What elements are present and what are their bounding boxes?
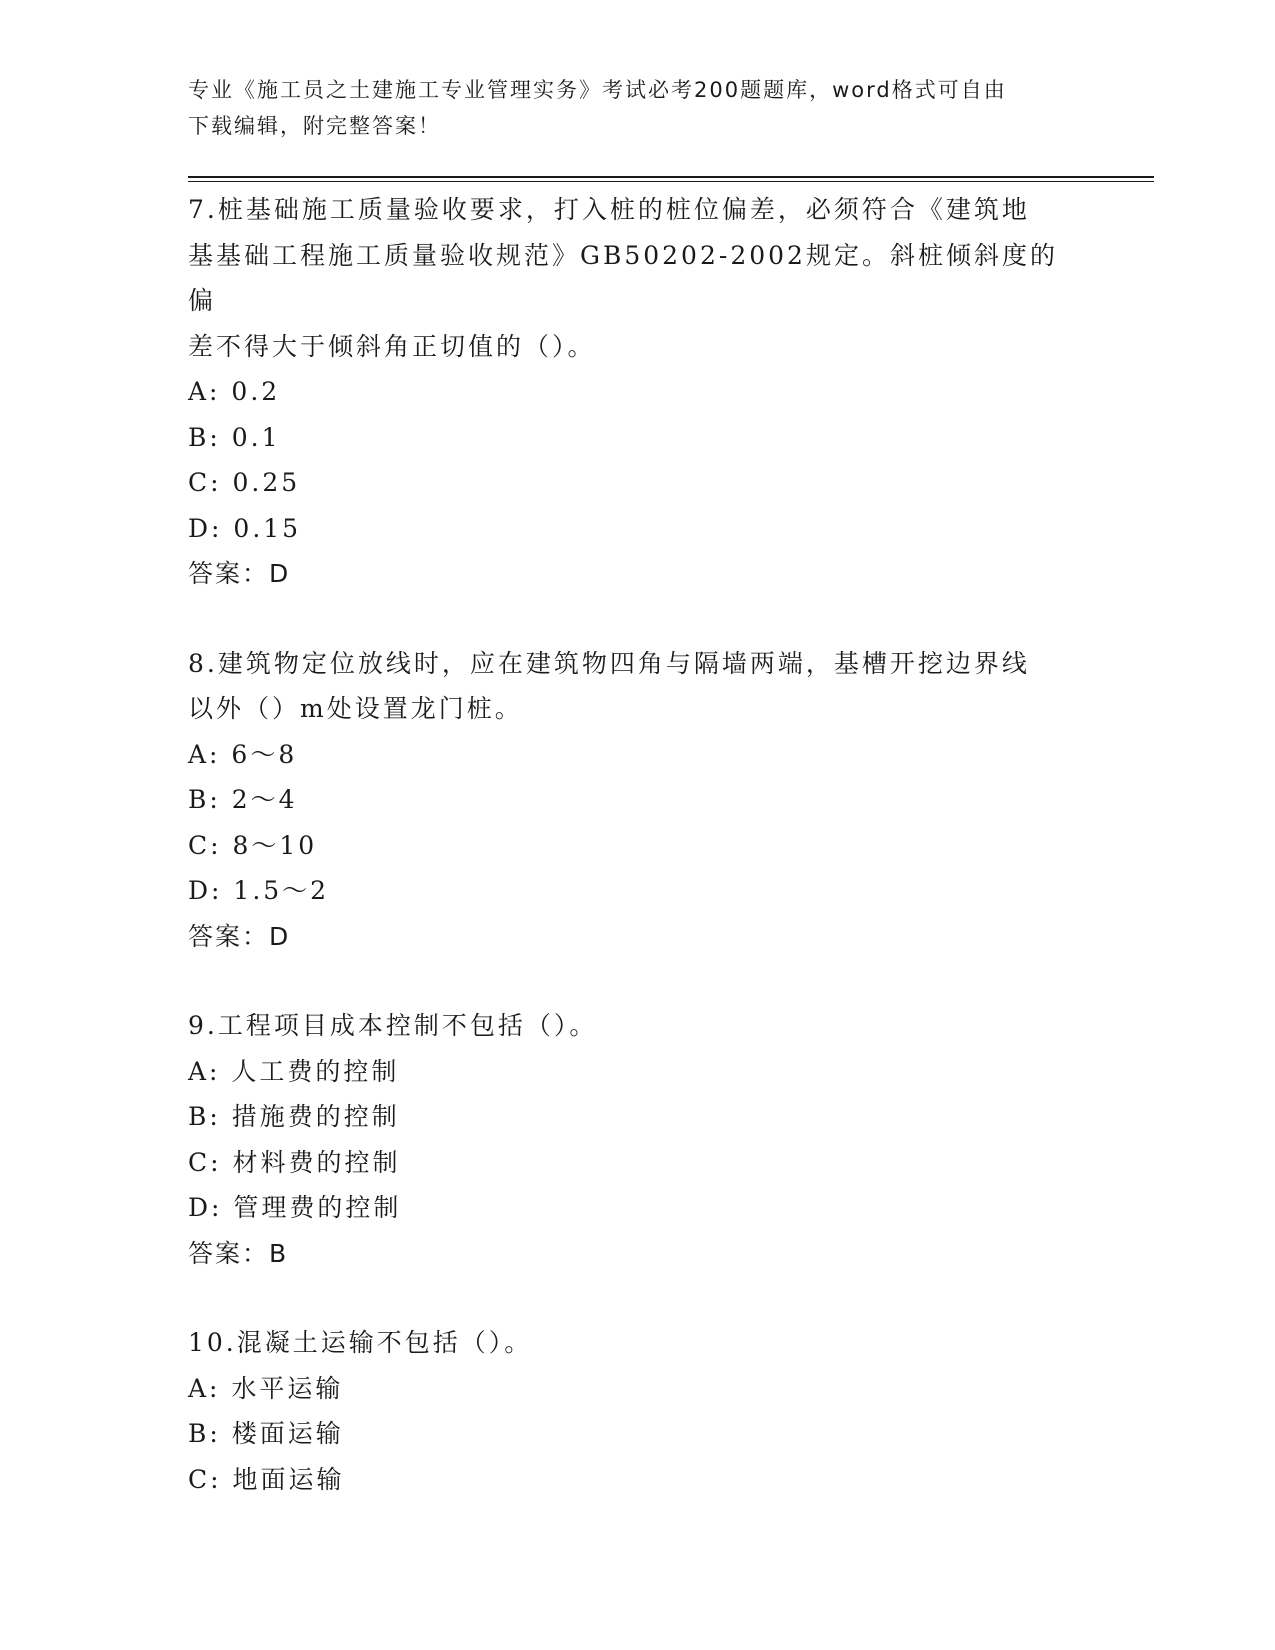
question-stem-line: 8.建筑物定位放线时，应在建筑物四角与隔墙两端，基槽开挖边界线 <box>188 648 1030 678</box>
option-d: D: 管理费的控制 <box>188 1193 402 1222</box>
answer-line: 答案：D <box>188 559 291 588</box>
option-b: B: 楼面运输 <box>188 1419 344 1448</box>
option-a: A: 0.2 <box>188 377 281 406</box>
answer-line: 答案：D <box>188 921 291 951</box>
option-c: C: 材料费的控制 <box>188 1147 401 1177</box>
option-b: B: 0.1 <box>188 422 281 452</box>
question-item <box>188 187 1068 597</box>
question-stem-line: 以外（）m处设置龙门桩。 <box>188 694 523 723</box>
option-c: C: 地面运输 <box>188 1464 345 1494</box>
option-a: A: 6～8 <box>188 739 298 769</box>
option-b: B: 2～4 <box>188 785 298 814</box>
header-line-1: 专业《施工员之土建施工专业管理实务》考试必考200题题库，word格式可自由 <box>188 78 1007 102</box>
question-item <box>188 1003 1068 1276</box>
option-d: D: 0.15 <box>188 513 302 543</box>
question-item <box>188 641 1068 960</box>
header-line-2: 下载编辑，附完整答案！ <box>188 114 441 138</box>
header-divider-thin <box>188 181 1154 182</box>
question-stem-line: 9.工程项目成本控制不包括（）。 <box>188 1011 598 1040</box>
header-divider-thick <box>188 176 1154 178</box>
option-b: B: 措施费的控制 <box>188 1102 400 1131</box>
question-list <box>188 187 1068 1546</box>
option-c: C: 8～10 <box>188 830 318 860</box>
document-header <box>188 72 1068 144</box>
answer-line: 答案：B <box>188 1238 289 1268</box>
question-stem-line: 10.混凝土运输不包括（）。 <box>188 1328 533 1357</box>
question-stem-line: 差不得大于倾斜角正切值的（）。 <box>188 331 596 361</box>
question-stem-line: 7.桩基础施工质量验收要求，打入桩的桩位偏差，必须符合《建筑地 <box>188 195 1030 224</box>
question-item <box>188 1320 1068 1502</box>
option-a: A: 人工费的控制 <box>188 1056 400 1086</box>
question-stem-line: 基基础工程施工质量验收规范》GB50202-2002规定。斜桩倾斜度的偏 <box>188 240 1058 315</box>
option-d: D: 1.5～2 <box>188 876 330 905</box>
option-c: C: 0.25 <box>188 468 301 497</box>
option-a: A: 水平运输 <box>188 1373 344 1403</box>
